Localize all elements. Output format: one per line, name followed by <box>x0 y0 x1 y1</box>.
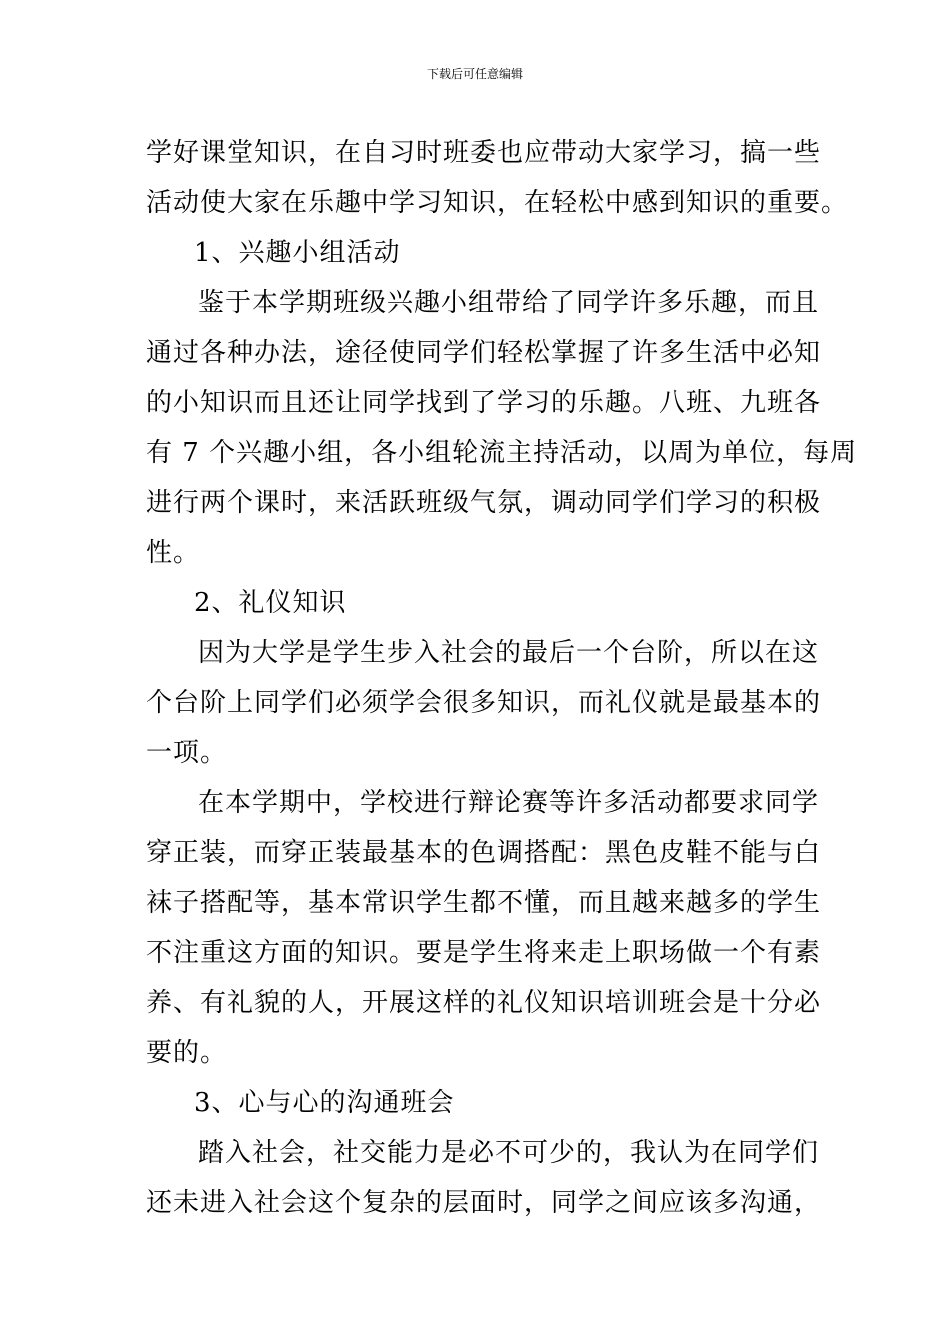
document-body <box>146 128 858 1228</box>
text-line: 要的。 <box>146 1038 228 1068</box>
text-line: 活动使大家在乐趣中学习知识，在轻松中感到知识的重要。 <box>146 188 849 218</box>
section-heading-1: 1、兴趣小组活动 <box>194 238 401 268</box>
text-line: 的小知识而且还让同学找到了学习的乐趣。八班、九班各 <box>146 388 822 418</box>
text-line: 进行两个课时，来活跃班级气氛，调动同学们学习的积极 <box>146 488 822 518</box>
text-line: 还未进入社会这个复杂的层面时，同学之间应该多沟通， <box>146 1188 822 1218</box>
section-heading-3: 3、心与心的沟通班会 <box>194 1088 455 1118</box>
page-header-note: 下载后可任意编辑 <box>426 67 523 81</box>
text-line: 通过各种办法，途径使同学们轻松掌握了许多生活中必知 <box>146 338 822 368</box>
text-line: 在本学期中，学校进行辩论赛等许多活动都要求同学 <box>198 788 820 818</box>
text-line: 因为大学是学生步入社会的最后一个台阶，所以在这 <box>198 638 820 668</box>
text-line: 性。 <box>146 538 201 568</box>
text-line: 个台阶上同学们必须学会很多知识，而礼仪就是最基本的 <box>146 688 822 718</box>
text-line: 穿正装，而穿正装最基本的色调搭配：黑色皮鞋不能与白 <box>146 838 822 868</box>
text-line: 袜子搭配等，基本常识学生都不懂，而且越来越多的学生 <box>146 888 822 918</box>
section-heading-2: 2、礼仪知识 <box>194 588 347 618</box>
text-line: 学好课堂知识，在自习时班委也应带动大家学习，搞一些 <box>146 138 822 168</box>
text-line: 不注重这方面的知识。要是学生将来走上职场做一个有素 <box>146 938 822 968</box>
text-line: 养、有礼貌的人，开展这样的礼仪知识培训班会是十分必 <box>146 988 822 1018</box>
text-line: 有 7 个兴趣小组，各小组轮流主持活动，以周为单位，每周 <box>146 438 858 468</box>
text-line: 鉴于本学期班级兴趣小组带给了同学许多乐趣，而且 <box>198 288 820 318</box>
text-line: 踏入社会，社交能力是必不可少的，我认为在同学们 <box>198 1138 820 1168</box>
text-line: 一项。 <box>146 738 228 768</box>
